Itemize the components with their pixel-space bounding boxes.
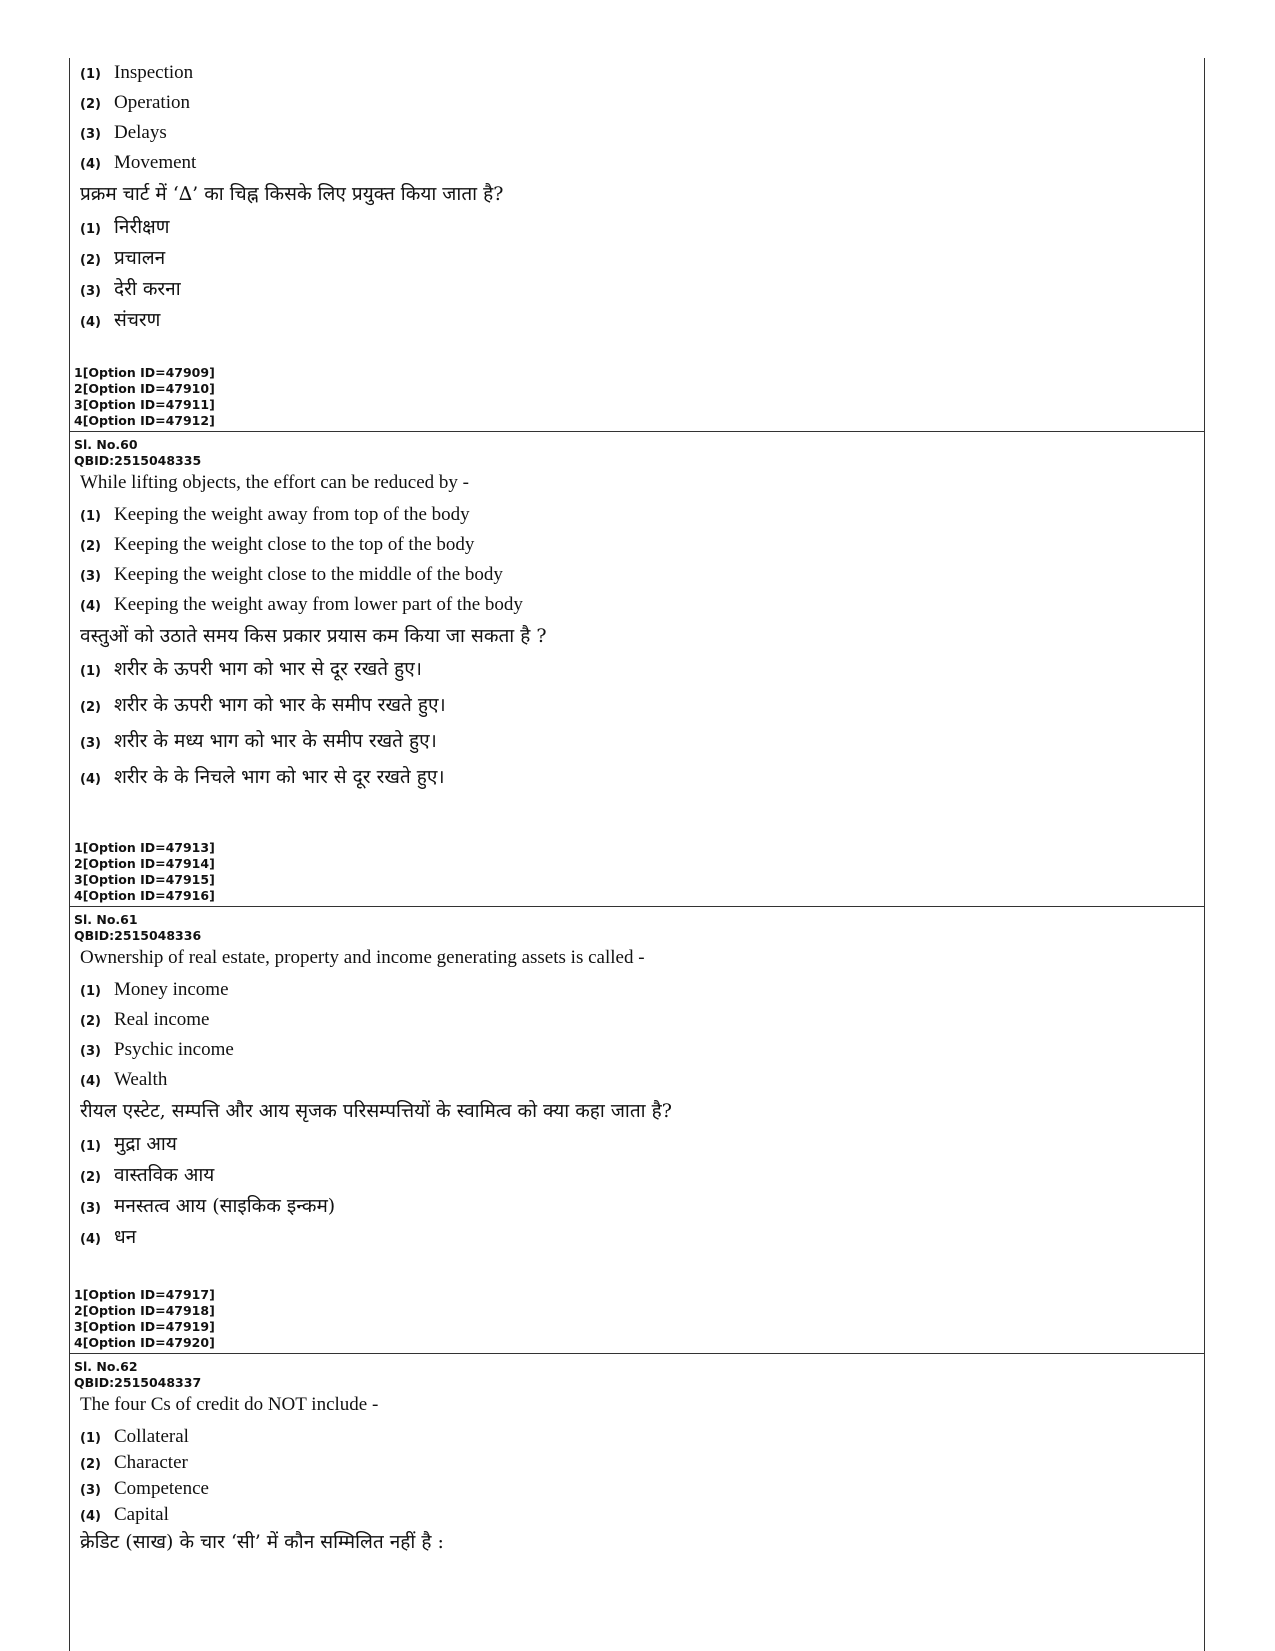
option-number: (1) <box>80 67 101 82</box>
option-text: Operation <box>114 92 190 113</box>
option-number: (1) <box>80 1431 101 1446</box>
option-en-4 <box>80 590 1200 620</box>
qbid: QBID:2515048337 <box>74 1375 202 1390</box>
option-hi-4 <box>80 1222 1200 1253</box>
option-en-3 <box>80 118 1200 148</box>
option-text: Inspection <box>114 62 194 83</box>
option-number: (4) <box>80 157 101 172</box>
question-text-hindi: प्रक्रम चार्ट में ‘∆’ का चिह्न किसके लिए प्रयुक्त किया जाता है? <box>80 183 504 205</box>
option-id: 4[Option ID=47916] <box>74 888 215 903</box>
option-hi-2 <box>80 243 1200 274</box>
question-text-english: While lifting objects, the effort can be reduced by - <box>80 472 469 493</box>
question-text-english: Ownership of real estate, property and income generating assets is called - <box>80 947 645 968</box>
option-hi-4 <box>80 762 1200 798</box>
option-number: (2) <box>80 1170 101 1185</box>
question-text-english: The four Cs of credit do NOT include - <box>80 1394 379 1415</box>
option-id: 4[Option ID=47920] <box>74 1335 215 1350</box>
option-number: (1) <box>80 664 101 679</box>
option-id: 1[Option ID=47917] <box>74 1287 215 1302</box>
option-number: (1) <box>80 222 101 237</box>
option-en-2 <box>80 530 1200 560</box>
option-hi-1 <box>80 654 1200 690</box>
question-meta <box>74 437 1200 469</box>
option-text: शरीर के के निचले भाग को भार से दूर रखते हुए। <box>114 766 445 788</box>
option-text: Keeping the weight away from lower part of the body <box>114 594 523 615</box>
serial-number: Sl. No.60 <box>74 437 138 452</box>
option-number: (2) <box>80 539 101 554</box>
option-number: (3) <box>80 569 101 584</box>
option-en-3 <box>80 1035 1200 1065</box>
option-text: Collateral <box>114 1426 189 1447</box>
option-text: मुद्रा आय <box>114 1133 177 1155</box>
option-id-list <box>74 1287 215 1351</box>
option-text: Capital <box>114 1504 169 1525</box>
question-meta <box>74 1359 1200 1391</box>
option-id: 1[Option ID=47909] <box>74 365 215 380</box>
option-id: 3[Option ID=47915] <box>74 872 215 887</box>
option-text: Competence <box>114 1478 209 1499</box>
question-block-61 <box>70 906 1204 1353</box>
serial-number: Sl. No.61 <box>74 912 138 927</box>
option-hi-3 <box>80 274 1200 305</box>
option-id: 3[Option ID=47919] <box>74 1319 215 1334</box>
option-id: 1[Option ID=47913] <box>74 840 215 855</box>
option-en-2 <box>80 1448 1200 1474</box>
option-number: (3) <box>80 127 101 142</box>
option-number: (4) <box>80 1074 101 1089</box>
option-text: Keeping the weight away from top of the body <box>114 504 470 525</box>
option-en-3 <box>80 560 1200 590</box>
option-en-4 <box>80 1500 1200 1526</box>
option-en-1 <box>80 975 1200 1005</box>
option-id: 2[Option ID=47914] <box>74 856 215 871</box>
qbid: QBID:2515048336 <box>74 928 202 943</box>
option-number: (1) <box>80 509 101 524</box>
option-text: Money income <box>114 979 229 1000</box>
option-number: (2) <box>80 1014 101 1029</box>
option-text: वास्तविक आय <box>114 1164 215 1186</box>
option-en-1 <box>80 58 1200 88</box>
option-number: (3) <box>80 1044 101 1059</box>
option-text: शरीर के मध्य भाग को भार के समीप रखते हुए। <box>114 730 437 752</box>
option-text: धन <box>114 1226 137 1248</box>
question-sheet <box>69 58 1205 1651</box>
option-hi-2 <box>80 690 1200 726</box>
option-text: Real income <box>114 1009 210 1030</box>
option-text: मनस्तत्व आय (साइकिक इन्कम) <box>114 1195 336 1217</box>
option-number: (1) <box>80 1139 101 1154</box>
option-number: (3) <box>80 284 101 299</box>
option-text: प्रचालन <box>114 247 166 269</box>
option-number: (4) <box>80 1509 101 1524</box>
option-number: (4) <box>80 599 101 614</box>
option-text: Character <box>114 1452 188 1473</box>
option-en-2 <box>80 1005 1200 1035</box>
option-hi-1 <box>80 212 1200 243</box>
option-text: Psychic income <box>114 1039 234 1060</box>
option-number: (1) <box>80 984 101 999</box>
option-hi-1 <box>80 1129 1200 1160</box>
option-number: (2) <box>80 1457 101 1472</box>
question-text-hindi: क्रेडिट (साख) के चार ‘सी’ में कौन सम्मिलित नहीं है : <box>80 1531 444 1553</box>
option-en-1 <box>80 1422 1200 1448</box>
question-text-hindi: रीयल एस्टेट, सम्पत्ति और आय सृजक परिसम्पत्तियों के स्वामित्व को क्या कहा जाता है? <box>80 1100 672 1122</box>
option-text: शरीर के ऊपरी भाग को भार के समीप रखते हुए। <box>114 694 446 716</box>
option-number: (3) <box>80 1483 101 1498</box>
option-number: (3) <box>80 736 101 751</box>
option-en-4 <box>80 148 1200 178</box>
option-id: 3[Option ID=47911] <box>74 397 215 412</box>
option-number: (2) <box>80 253 101 268</box>
option-number: (2) <box>80 700 101 715</box>
option-text: Keeping the weight close to the top of the body <box>114 534 475 555</box>
question-text-hindi: वस्तुओं को उठाते समय किस प्रकार प्रयास कम किया जा सकता है ? <box>80 625 547 647</box>
option-number: (4) <box>80 772 101 787</box>
option-hi-3 <box>80 726 1200 762</box>
question-meta <box>74 912 1200 944</box>
question-block-60 <box>70 431 1204 906</box>
option-id: 2[Option ID=47910] <box>74 381 215 396</box>
option-number: (3) <box>80 1201 101 1216</box>
option-number: (4) <box>80 315 101 330</box>
option-en-3 <box>80 1474 1200 1500</box>
option-text: Delays <box>114 122 167 143</box>
option-text: देरी करना <box>114 278 181 300</box>
option-hi-4 <box>80 305 1200 336</box>
option-en-1 <box>80 500 1200 530</box>
option-number: (4) <box>80 1232 101 1247</box>
question-block-59 <box>70 58 1204 431</box>
option-id-list <box>74 840 215 904</box>
option-text: Wealth <box>114 1069 168 1090</box>
option-id-list <box>74 365 215 429</box>
serial-number: Sl. No.62 <box>74 1359 138 1374</box>
qbid: QBID:2515048335 <box>74 453 202 468</box>
option-text: Keeping the weight close to the middle of the body <box>114 564 503 585</box>
option-id: 2[Option ID=47918] <box>74 1303 215 1318</box>
option-en-2 <box>80 88 1200 118</box>
option-hi-3 <box>80 1191 1200 1222</box>
option-hi-2 <box>80 1160 1200 1191</box>
option-text: शरीर के ऊपरी भाग को भार से दूर रखते हुए। <box>114 658 422 680</box>
option-en-4 <box>80 1065 1200 1095</box>
option-id: 4[Option ID=47912] <box>74 413 215 428</box>
question-block-62 <box>70 1353 1204 1651</box>
option-text: निरीक्षण <box>114 216 170 238</box>
option-text: Movement <box>114 152 197 173</box>
option-number: (2) <box>80 97 101 112</box>
option-text: संचरण <box>114 309 161 331</box>
